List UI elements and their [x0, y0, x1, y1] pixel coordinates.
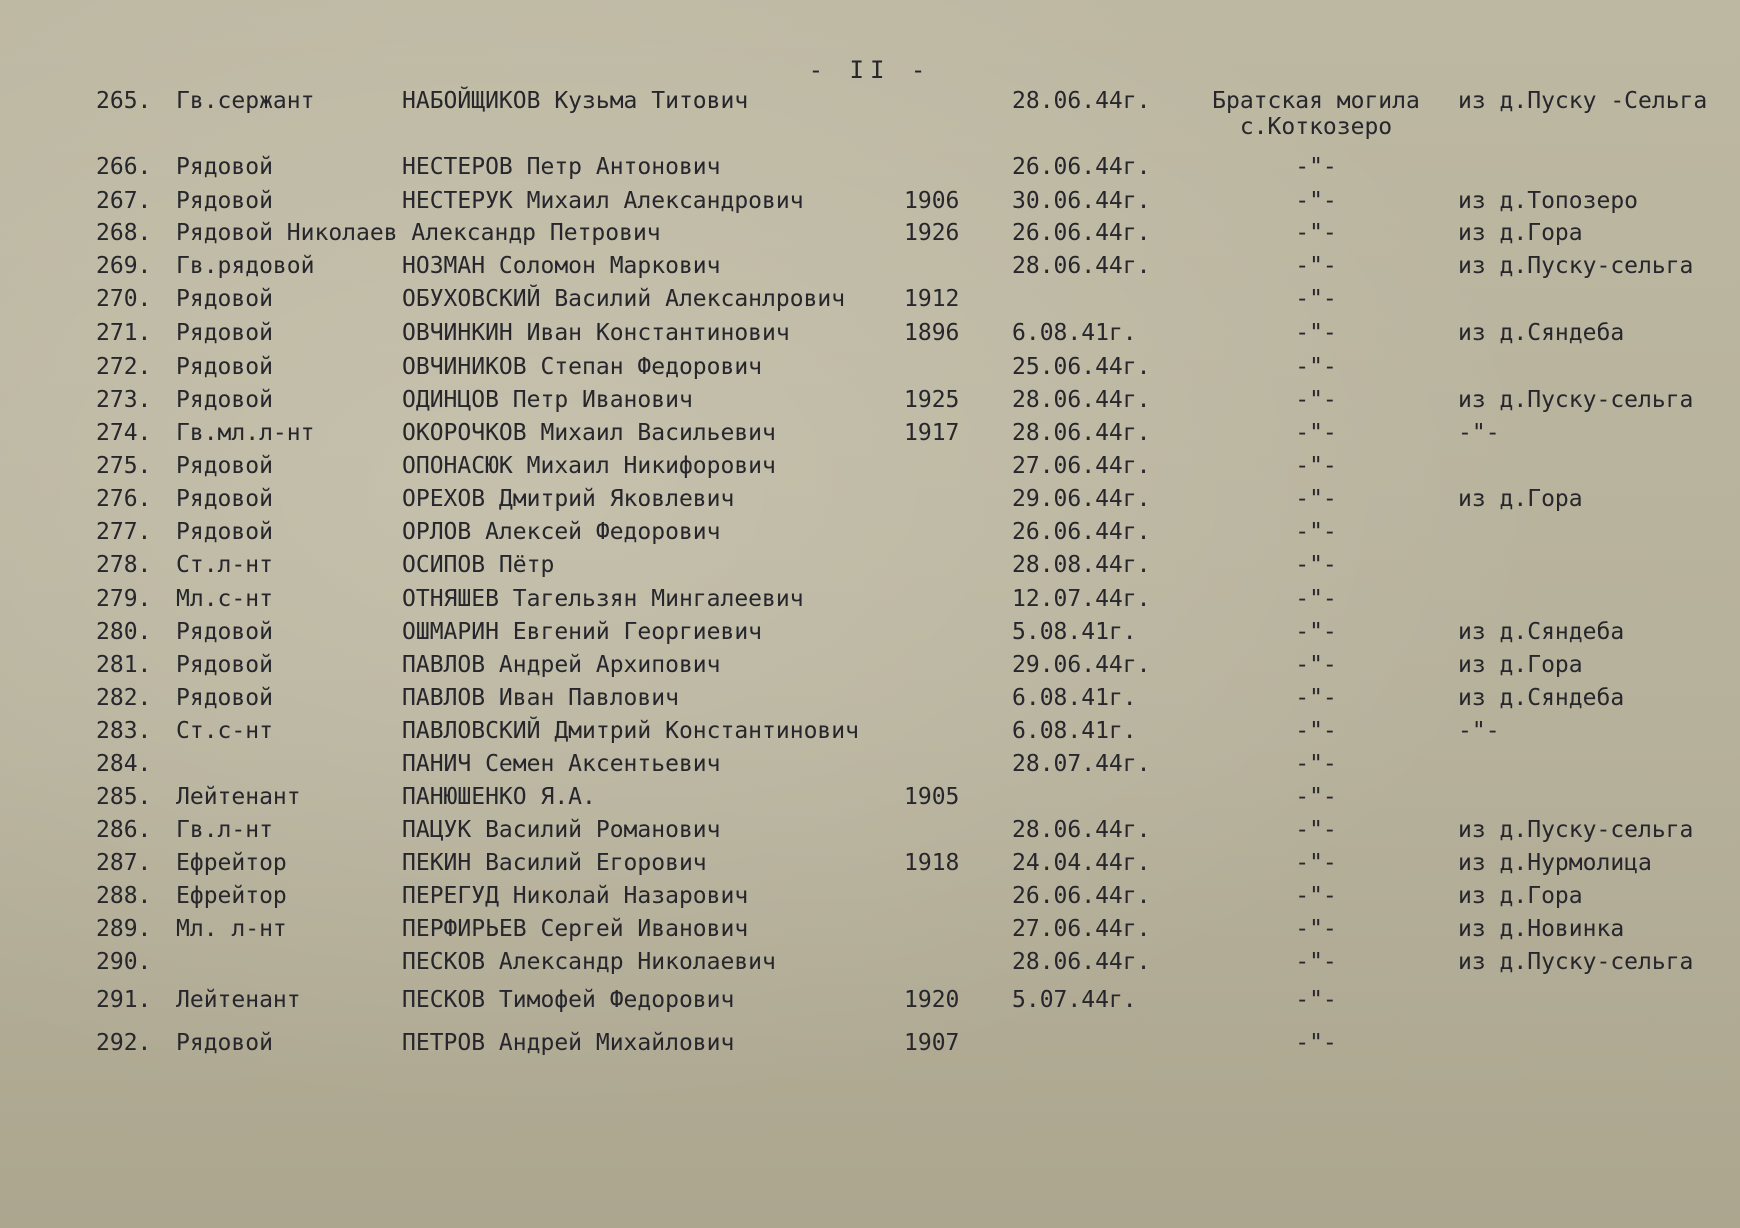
- list-row: [0, 914, 1740, 944]
- birth-year: 1905: [904, 784, 960, 810]
- entry-number: 279.: [96, 586, 152, 612]
- full-name: ОКОРОЧКОВ Михаил Васильевич: [402, 420, 776, 446]
- entry-number: 283.: [96, 718, 152, 744]
- entry-number: 266.: [96, 154, 152, 180]
- rank: Рядовой: [176, 188, 273, 214]
- burial-place: -"-: [1295, 253, 1337, 279]
- list-row: [0, 881, 1740, 911]
- burial-place: -"-: [1295, 188, 1337, 214]
- full-name: ОРЛОВ Алексей Федорович: [402, 519, 721, 545]
- burial-place: Братская могила с.Коткозеро: [1196, 86, 1436, 116]
- death-date: 29.06.44г.: [1012, 486, 1151, 512]
- list-row: [0, 385, 1740, 415]
- full-name: ПЕРЕГУД Николай Назарович: [402, 883, 749, 909]
- entry-number: 267.: [96, 188, 152, 214]
- full-name: НЕСТЕРОВ Петр Антонович: [402, 154, 721, 180]
- burial-place: -"-: [1295, 652, 1337, 678]
- list-row: [0, 352, 1740, 382]
- death-date: 28.06.44г.: [1012, 88, 1151, 114]
- reburied-from: из д.Новинка: [1458, 916, 1625, 942]
- entry-number: 292.: [96, 1030, 152, 1056]
- entry-number: 277.: [96, 519, 152, 545]
- list-row: [0, 815, 1740, 845]
- list-row: [0, 650, 1740, 680]
- birth-year: 1926: [904, 220, 960, 246]
- reburied-from: из д.Топозеро: [1458, 188, 1639, 214]
- death-date: 24.04.44г.: [1012, 850, 1151, 876]
- reburied-from: из д.Гора: [1458, 486, 1583, 512]
- entry-number: 282.: [96, 685, 152, 711]
- full-name: ПЕРФИРЬЕВ Сергей Иванович: [402, 916, 749, 942]
- rank: Рядовой: [176, 286, 273, 312]
- entry-number: 289.: [96, 916, 152, 942]
- entry-number: 284.: [96, 751, 152, 777]
- burial-place: -"-: [1295, 987, 1337, 1013]
- rank: Рядовой: [176, 154, 273, 180]
- entry-number: 272.: [96, 354, 152, 380]
- reburied-from: из д.Сяндеба: [1458, 320, 1625, 346]
- entry-number: 275.: [96, 453, 152, 479]
- burial-place: -"-: [1295, 154, 1337, 180]
- birth-year: 1896: [904, 320, 960, 346]
- list-row: [0, 218, 1740, 248]
- full-name: ПАВЛОВ Андрей Архипович: [402, 652, 721, 678]
- list-row: [0, 1028, 1740, 1058]
- death-date: 25.06.44г.: [1012, 354, 1151, 380]
- entry-number: 291.: [96, 987, 152, 1013]
- reburied-from: из д.Гора: [1458, 220, 1583, 246]
- death-date: 28.06.44г.: [1012, 420, 1151, 446]
- full-name: ПАВЛОВ Иван Павлович: [402, 685, 679, 711]
- entry-number: 288.: [96, 883, 152, 909]
- rank: Рядовой: [176, 685, 273, 711]
- list-row: [0, 284, 1740, 314]
- burial-place: -"-: [1295, 586, 1337, 612]
- list-row: [0, 86, 1740, 140]
- burial-place: -"-: [1295, 850, 1337, 876]
- entry-number: 286.: [96, 817, 152, 843]
- death-date: 28.07.44г.: [1012, 751, 1151, 777]
- list-row: [0, 985, 1740, 1015]
- burial-place: -"-: [1295, 320, 1337, 346]
- rank: Лейтенант: [176, 987, 301, 1013]
- death-date: 28.06.44г.: [1012, 817, 1151, 843]
- burial-place: -"-: [1295, 949, 1337, 975]
- entry-number: 268.: [96, 220, 152, 246]
- rank: Рядовой: [176, 1030, 273, 1056]
- death-date: 6.08.41г.: [1012, 685, 1137, 711]
- rank: Рядовой: [176, 619, 273, 645]
- entry-number: 281.: [96, 652, 152, 678]
- list-row: [0, 848, 1740, 878]
- full-name: ОШМАРИН Евгений Георгиевич: [402, 619, 763, 645]
- birth-year: 1912: [904, 286, 960, 312]
- burial-place: -"-: [1295, 817, 1337, 843]
- rank: Гв.л-нт: [176, 817, 273, 843]
- death-date: 26.06.44г.: [1012, 220, 1151, 246]
- full-name: ПАЦУК Василий Романович: [402, 817, 721, 843]
- entry-number: 271.: [96, 320, 152, 346]
- reburied-from: из д.Гора: [1458, 883, 1583, 909]
- entry-number: 280.: [96, 619, 152, 645]
- entry-number: 273.: [96, 387, 152, 413]
- reburied-from: из д.Пуску-сельга: [1458, 949, 1694, 975]
- rank: Рядовой Николаев Александр Петрович: [176, 220, 661, 246]
- burial-place: -"-: [1295, 619, 1337, 645]
- entry-number: 265.: [96, 88, 152, 114]
- rank: Мл. л-нт: [176, 916, 287, 942]
- list-row: [0, 186, 1740, 216]
- birth-year: 1917: [904, 420, 960, 446]
- death-date: 6.08.41г.: [1012, 718, 1137, 744]
- rank: Гв.сержант: [176, 88, 315, 114]
- full-name: НАБОЙЩИКОВ Кузьма Титович: [402, 88, 749, 114]
- rank: Рядовой: [176, 453, 273, 479]
- entry-number: 278.: [96, 552, 152, 578]
- burial-place: -"-: [1295, 784, 1337, 810]
- reburied-from: из д.Пуску-сельга: [1458, 387, 1694, 413]
- reburied-from: из д.Пуску -Сельга: [1458, 88, 1708, 114]
- burial-place-detail: с.Коткозеро: [1239, 114, 1393, 140]
- burial-place: -"-: [1295, 685, 1337, 711]
- birth-year: 1907: [904, 1030, 960, 1056]
- burial-place: -"-: [1295, 453, 1337, 479]
- full-name: ОБУХОВСКИЙ Василий Алексанлрович: [402, 286, 846, 312]
- burial-place: -"-: [1295, 220, 1337, 246]
- page-number: - II -: [808, 56, 932, 84]
- rank: Рядовой: [176, 652, 273, 678]
- burial-place: -"-: [1295, 552, 1337, 578]
- rank: Ст.с-нт: [176, 718, 273, 744]
- rank: Гв.рядовой: [176, 253, 315, 279]
- list-row: [0, 947, 1740, 977]
- birth-year: 1925: [904, 387, 960, 413]
- burial-place: -"-: [1295, 286, 1337, 312]
- death-date: 5.08.41г.: [1012, 619, 1137, 645]
- list-row: [0, 318, 1740, 348]
- full-name: ПЕТРОВ Андрей Михайлович: [402, 1030, 735, 1056]
- burial-place: -"-: [1295, 519, 1337, 545]
- list-row: [0, 418, 1740, 448]
- reburied-from: из д.Пуску-сельга: [1458, 817, 1694, 843]
- list-row: [0, 152, 1740, 182]
- death-date: 28.06.44г.: [1012, 949, 1151, 975]
- rank: Рядовой: [176, 387, 273, 413]
- full-name: ОВЧИНКИН Иван Константинович: [402, 320, 790, 346]
- death-date: 30.06.44г.: [1012, 188, 1151, 214]
- rank: Лейтенант: [176, 784, 301, 810]
- burial-place: -"-: [1295, 1030, 1337, 1056]
- reburied-from: из д.Сяндеба: [1458, 685, 1625, 711]
- full-name: НОЗМАН Соломон Маркович: [402, 253, 721, 279]
- reburied-from: -"-: [1458, 718, 1500, 744]
- burial-place: -"-: [1295, 420, 1337, 446]
- death-date: 28.08.44г.: [1012, 552, 1151, 578]
- list-row: [0, 716, 1740, 746]
- reburied-from: из д.Пуску-сельга: [1458, 253, 1694, 279]
- reburied-from: из д.Гора: [1458, 652, 1583, 678]
- entry-number: 270.: [96, 286, 152, 312]
- death-date: 12.07.44г.: [1012, 586, 1151, 612]
- death-date: 26.06.44г.: [1012, 519, 1151, 545]
- reburied-from: из д.Нурмолица: [1458, 850, 1652, 876]
- entry-number: 274.: [96, 420, 152, 446]
- death-date: 29.06.44г.: [1012, 652, 1151, 678]
- list-row: [0, 782, 1740, 812]
- full-name: ОДИНЦОВ Петр Иванович: [402, 387, 693, 413]
- rank: Ст.л-нт: [176, 552, 273, 578]
- birth-year: 1918: [904, 850, 960, 876]
- list-row: [0, 584, 1740, 614]
- entry-number: 287.: [96, 850, 152, 876]
- rank: Рядовой: [176, 320, 273, 346]
- full-name: ОТНЯШЕВ Тагельзян Мингалеевич: [402, 586, 804, 612]
- full-name: ОСИПОВ Пётр: [402, 552, 555, 578]
- death-date: 27.06.44г.: [1012, 916, 1151, 942]
- birth-year: 1920: [904, 987, 960, 1013]
- full-name: ОРЕХОВ Дмитрий Яковлевич: [402, 486, 735, 512]
- death-date: 26.06.44г.: [1012, 154, 1151, 180]
- full-name: ПЕКИН Василий Егорович: [402, 850, 707, 876]
- burial-place: -"-: [1295, 486, 1337, 512]
- death-date: 26.06.44г.: [1012, 883, 1151, 909]
- full-name: ПАНЮШЕНКО Я.А.: [402, 784, 596, 810]
- full-name: ОПОНАСЮК Михаил Никифорович: [402, 453, 776, 479]
- full-name: ПАВЛОВСКИЙ Дмитрий Константинович: [402, 718, 859, 744]
- burial-place: -"-: [1295, 718, 1337, 744]
- reburied-from: -"-: [1458, 420, 1500, 446]
- rank: Гв.мл.л-нт: [176, 420, 315, 446]
- reburied-from: из д.Сяндеба: [1458, 619, 1625, 645]
- list-row: [0, 251, 1740, 281]
- entry-number: 290.: [96, 949, 152, 975]
- rank: Рядовой: [176, 354, 273, 380]
- list-row: [0, 517, 1740, 547]
- burial-place: -"-: [1295, 883, 1337, 909]
- full-name: ОВЧИНИКОВ Степан Федорович: [402, 354, 763, 380]
- rank: Ефрейтор: [176, 850, 287, 876]
- entry-number: 276.: [96, 486, 152, 512]
- full-name: ПАНИЧ Семен Аксентьевич: [402, 751, 721, 777]
- entry-number: 285.: [96, 784, 152, 810]
- list-row: [0, 484, 1740, 514]
- death-date: 6.08.41г.: [1012, 320, 1137, 346]
- rank: Рядовой: [176, 486, 273, 512]
- death-date: 5.07.44г.: [1012, 987, 1137, 1013]
- death-date: 28.06.44г.: [1012, 387, 1151, 413]
- list-row: [0, 550, 1740, 580]
- burial-place: -"-: [1295, 751, 1337, 777]
- full-name: НЕСТЕРУК Михаил Александрович: [402, 188, 804, 214]
- rank: Ефрейтор: [176, 883, 287, 909]
- entry-number: 269.: [96, 253, 152, 279]
- full-name: ПЕСКОВ Александр Николаевич: [402, 949, 776, 975]
- death-date: 28.06.44г.: [1012, 253, 1151, 279]
- burial-place: -"-: [1295, 387, 1337, 413]
- list-row: [0, 451, 1740, 481]
- birth-year: 1906: [904, 188, 960, 214]
- burial-place: -"-: [1295, 354, 1337, 380]
- burial-place: -"-: [1295, 916, 1337, 942]
- full-name: ПЕСКОВ Тимофей Федорович: [402, 987, 735, 1013]
- list-row: [0, 749, 1740, 779]
- rank: Рядовой: [176, 519, 273, 545]
- list-row: [0, 683, 1740, 713]
- list-row: [0, 617, 1740, 647]
- death-date: 27.06.44г.: [1012, 453, 1151, 479]
- rank: Мл.с-нт: [176, 586, 273, 612]
